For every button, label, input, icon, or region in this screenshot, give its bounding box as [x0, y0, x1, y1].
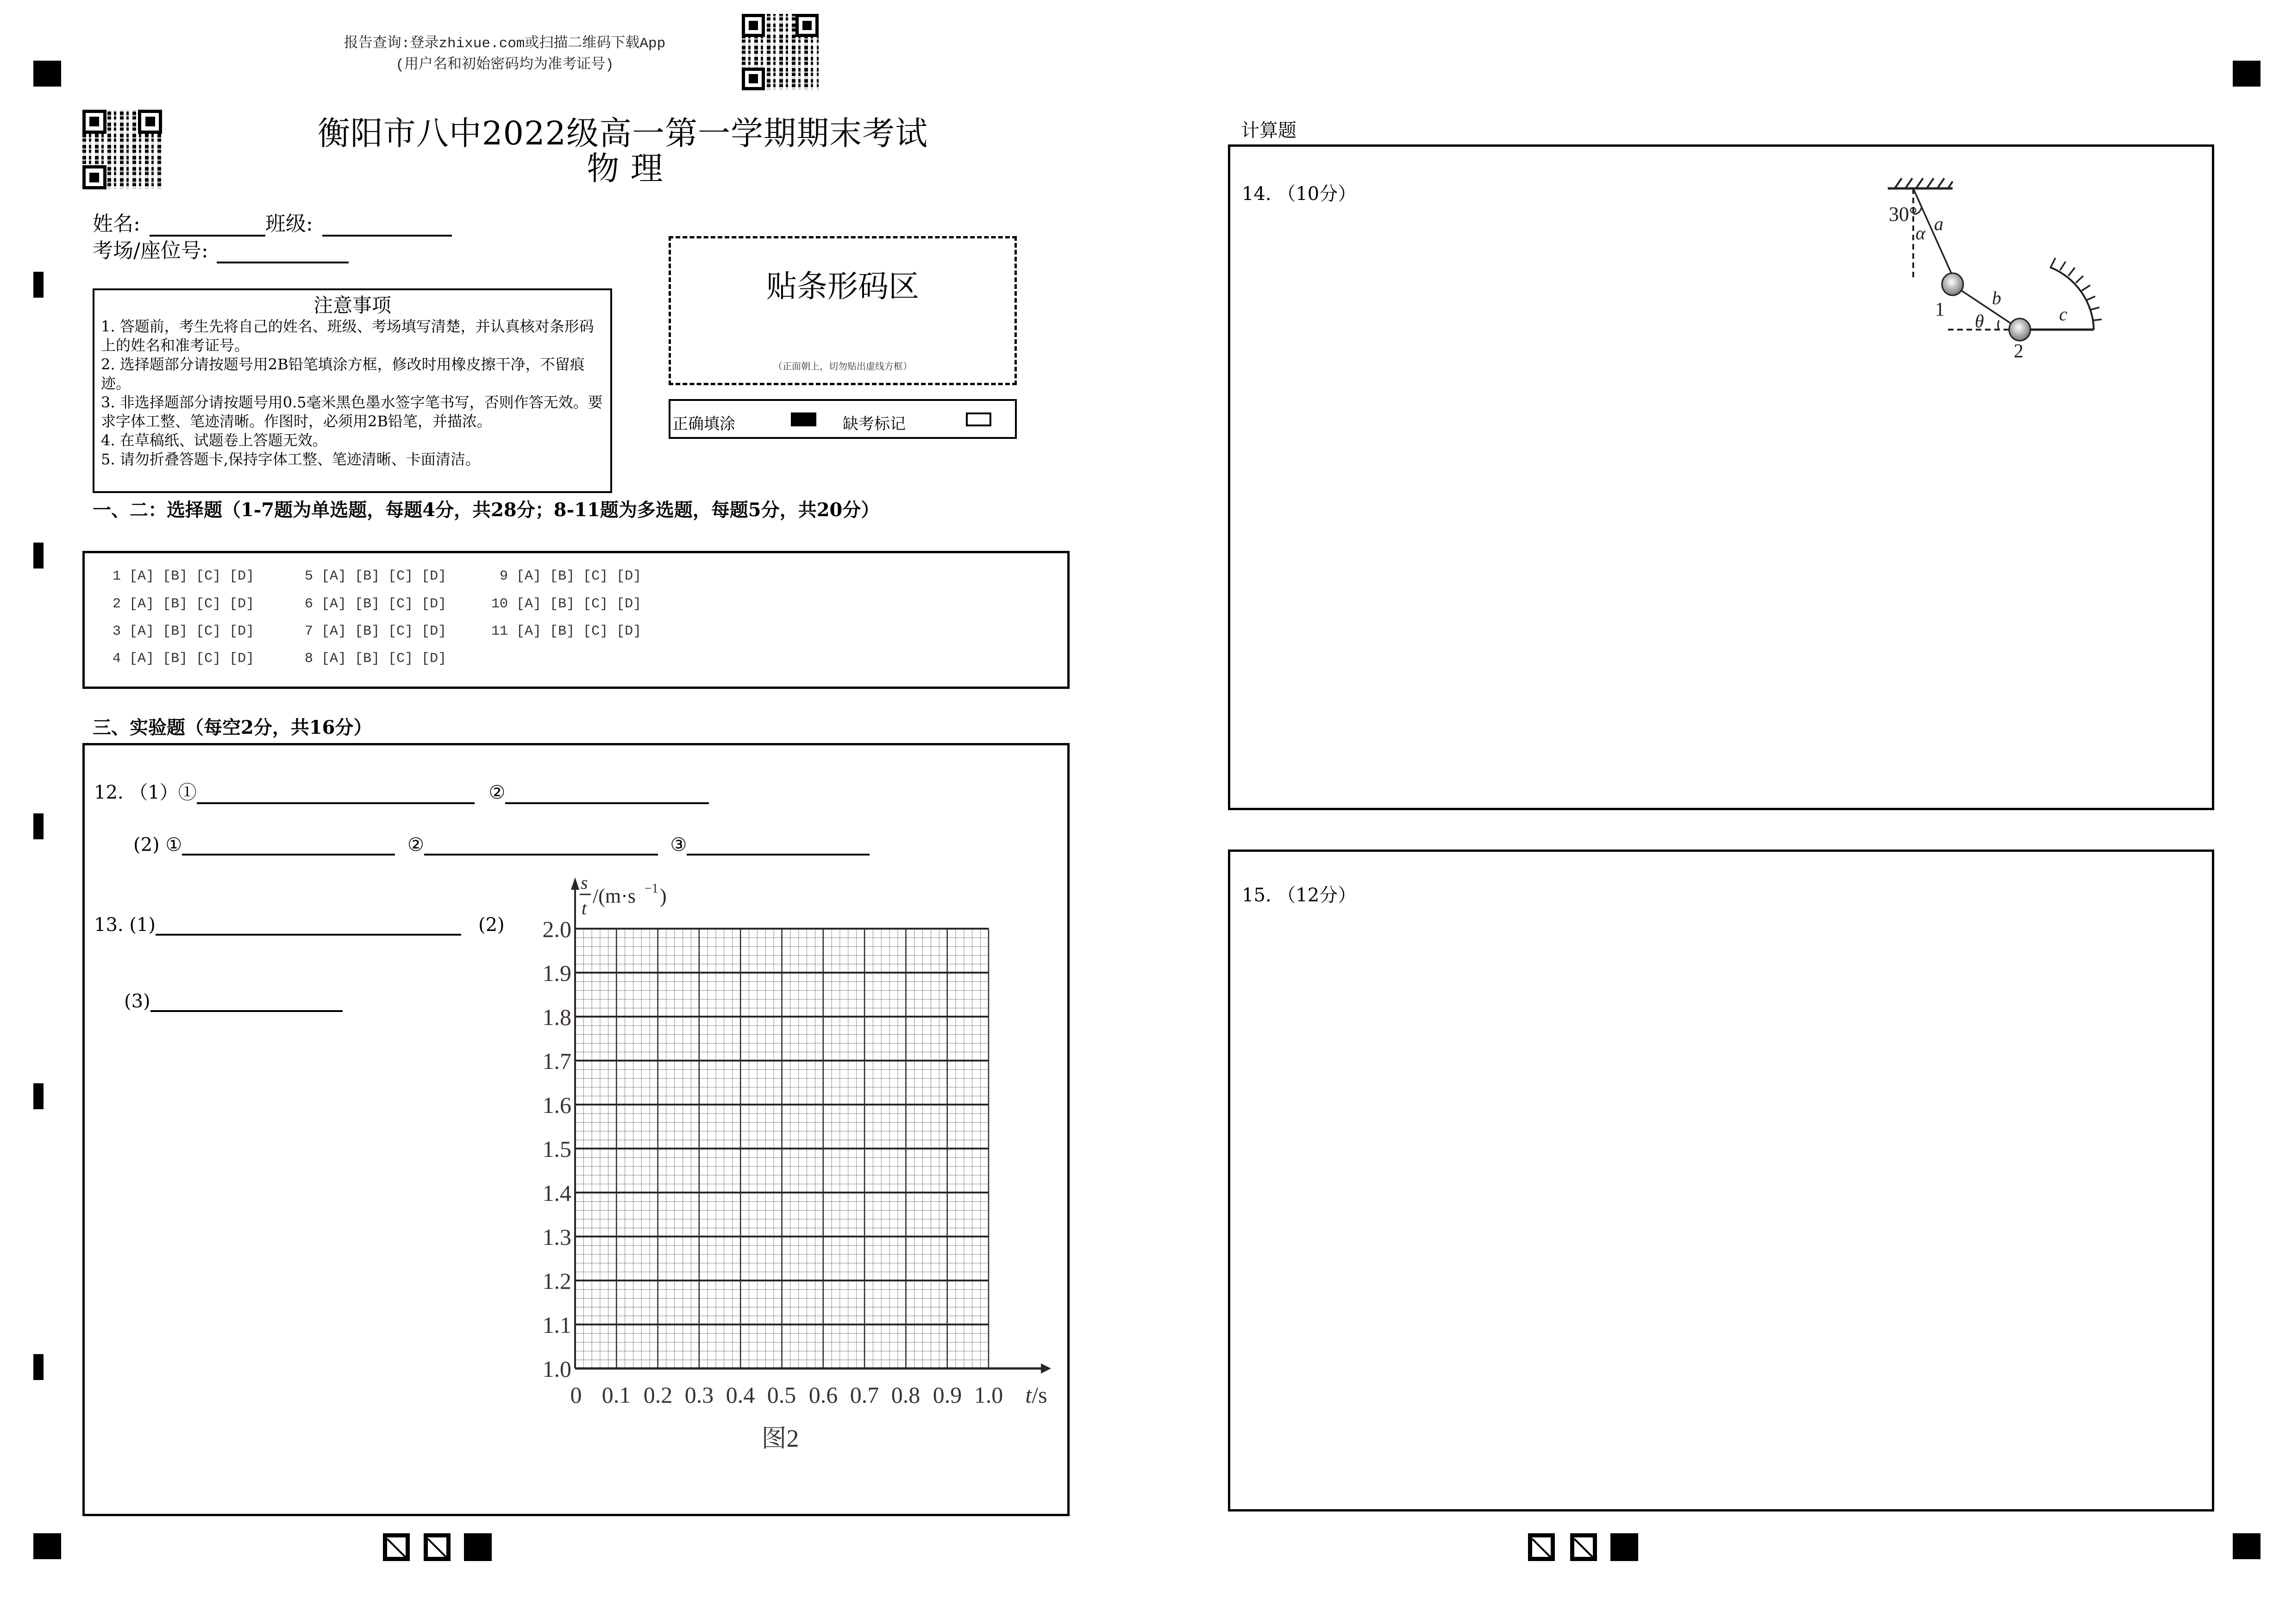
graph-svg [523, 870, 1070, 1472]
q12-2-blank-3[interactable] [687, 837, 870, 856]
section-choice-header: 一、二：选择题（1-7题为单选题，每题4分，共28分；8-11题为多选题，每题5分，共20分） [93, 499, 880, 521]
corner-marker-top-left [33, 61, 61, 87]
choice-row-q6[interactable]: 6 [A] [B] [C] [D] [305, 596, 447, 612]
q13-part2-label: (2) [478, 914, 505, 936]
q13-part3-label: (3) [124, 991, 150, 1012]
choice-row-q1[interactable]: 1 [A] [B] [C] [D] [113, 568, 255, 584]
string-c-label: c [2059, 304, 2067, 325]
notice-item: 5. 请勿折叠答题卡,保持字体工整、笔迹清晰、卡面清洁。 [101, 450, 480, 468]
notice-item: 2. 选择题部分请按题号用2B铅笔填涂方框，修改时用橡皮擦干净，不留痕迹。 [101, 356, 585, 392]
q12-2-mark-3: ③ [670, 834, 687, 856]
q14-label: 14. （10分） [1242, 183, 1357, 205]
svg-text:0.4: 0.4 [726, 1382, 755, 1408]
q13-part1-label: 13. (1) [94, 914, 156, 936]
svg-text:1.8: 1.8 [542, 1004, 571, 1030]
seat-row [93, 234, 349, 263]
choice-row-q3[interactable]: 3 [A] [B] [C] [D] [113, 624, 255, 639]
q12-2-blank-2[interactable] [424, 837, 658, 856]
name-row [93, 207, 452, 237]
q13-3-blank[interactable] [150, 993, 343, 1012]
notice-item: 3. 非选择题部分请按题号用0.5毫米黑色墨水签字笔书写，否则作答无效。要求字体工整、笔迹清晰。作图时，必须用2B铅笔，并描浓。 [101, 394, 603, 430]
alpha-label: α [1916, 223, 1925, 244]
timing-mark [33, 543, 44, 568]
timing-mark [33, 813, 44, 839]
absent-mark-checkbox[interactable] [966, 412, 991, 426]
ball-2-icon [2009, 319, 2030, 341]
svg-text:t/s: t/s [1025, 1382, 1047, 1408]
corner-marker-bottom-right [2233, 1533, 2261, 1559]
fill-legend [669, 399, 1017, 439]
graph-figure [523, 870, 1070, 1472]
svg-text:): ) [660, 885, 667, 907]
svg-text:0.1: 0.1 [601, 1382, 631, 1408]
ball-1-label: 1 [1935, 299, 1945, 320]
q12-part2-label: (2) ① [133, 834, 182, 856]
choice-row-q2[interactable]: 2 [A] [B] [C] [D] [113, 596, 255, 612]
page-marker-slashed [424, 1533, 451, 1561]
notice-title: 注意事项 [313, 294, 391, 317]
q13-part1-row [94, 914, 461, 936]
svg-text:/(m·s: /(m·s [593, 885, 636, 907]
q13-part3-row [124, 991, 343, 1012]
svg-text:0.9: 0.9 [933, 1382, 962, 1408]
corner-marker-bottom-left [33, 1533, 61, 1559]
q14-answer-box[interactable] [1228, 144, 2214, 810]
svg-text:0.8: 0.8 [891, 1382, 921, 1408]
svg-text:s: s [581, 872, 588, 893]
report-line-1: 报告查询:登录zhixue.com或扫描二维码下载App [344, 36, 666, 52]
q12-1-mark-2: ② [488, 782, 506, 803]
string-a-label: a [1934, 213, 1943, 234]
svg-text:1.1: 1.1 [542, 1312, 571, 1338]
figure-caption: 图2 [761, 1424, 799, 1452]
subject-title: 物 理 [587, 150, 664, 187]
choice-row-q11[interactable]: 11 [A] [B] [C] [D] [491, 624, 642, 639]
notice-item: 4. 在草稿纸、试题卷上答题无效。 [101, 431, 327, 449]
svg-text:1.4: 1.4 [542, 1180, 571, 1206]
barcode-hint: （正面朝上，切勿贴出虚线方框） [773, 361, 912, 372]
name-label: 姓名: [93, 212, 140, 236]
svg-text:1.2: 1.2 [542, 1268, 571, 1294]
qr-code-icon [742, 14, 819, 90]
ball-2-label: 2 [2014, 341, 2023, 362]
class-label: 班级: [265, 212, 313, 236]
notice-box [93, 288, 612, 493]
x-axis-arrow-icon [1041, 1363, 1051, 1374]
svg-text:0.7: 0.7 [850, 1382, 879, 1408]
report-info [296, 33, 713, 76]
svg-text:0.2: 0.2 [643, 1382, 673, 1408]
choice-row-q4[interactable]: 4 [A] [B] [C] [D] [113, 651, 255, 667]
barcode-area [669, 236, 1017, 385]
svg-text:0.5: 0.5 [767, 1382, 796, 1408]
svg-text:1.7: 1.7 [542, 1048, 571, 1074]
choice-answer-box [82, 551, 1070, 689]
choice-row-q5[interactable]: 5 [A] [B] [C] [D] [305, 568, 447, 584]
barcode-title: 贴条形码区 [766, 269, 919, 304]
q12-part1-row [94, 778, 709, 804]
svg-text:t: t [582, 898, 587, 918]
page-marker-filled [464, 1533, 492, 1561]
choice-row-q7[interactable]: 7 [A] [B] [C] [D] [305, 624, 447, 639]
svg-text:1.0: 1.0 [542, 1356, 571, 1382]
choice-row-q9[interactable]: 9 [A] [B] [C] [D] [500, 568, 642, 584]
q12-2-mark-2: ② [407, 834, 424, 856]
string-b-label: b [1992, 287, 2001, 308]
q12-part2-row [133, 834, 870, 856]
svg-text:0: 0 [570, 1382, 582, 1408]
svg-text:0.3: 0.3 [684, 1382, 714, 1408]
notice-item: 1. 答题前，考生先将自己的姓名、班级、考场填写清楚，并认真核对条形码上的姓名和准考证号。 [101, 318, 594, 354]
svg-text:1.0: 1.0 [974, 1382, 1003, 1408]
svg-text:1.5: 1.5 [542, 1136, 571, 1162]
theta-label: θ [1975, 311, 1984, 331]
timing-mark [33, 272, 44, 298]
svg-text:1.3: 1.3 [542, 1224, 571, 1250]
q13-1-blank[interactable] [156, 917, 461, 936]
q12-1-blank-1[interactable] [197, 786, 475, 804]
correct-fill-label: 正确填涂 [672, 415, 735, 433]
q15-label: 15. （12分） [1242, 885, 1357, 906]
seat-label: 考场/座位号: [93, 239, 208, 262]
choice-row-q8[interactable]: 8 [A] [B] [C] [D] [305, 651, 447, 667]
q15-answer-box[interactable] [1228, 849, 2214, 1512]
qr-code-icon [82, 110, 162, 189]
seat-field[interactable] [217, 243, 349, 263]
angle-30-label: 30° [1889, 203, 1917, 225]
q12-1-blank-2[interactable] [505, 786, 709, 804]
absent-mark-label: 缺考标记 [843, 415, 906, 433]
svg-text:−1: −1 [645, 881, 658, 896]
timing-mark [33, 1354, 44, 1380]
q14-pendulum-diagram [1869, 163, 2198, 367]
svg-text:1.6: 1.6 [542, 1092, 571, 1118]
ball-1-icon [1942, 273, 1963, 295]
notice-list [101, 317, 604, 469]
svg-text:0.6: 0.6 [808, 1382, 838, 1408]
svg-text:1.9: 1.9 [542, 960, 571, 986]
page-marker-slashed [383, 1533, 410, 1561]
choice-row-q10[interactable]: 10 [A] [B] [C] [D] [491, 596, 642, 612]
svg-text:2.0: 2.0 [542, 916, 571, 942]
exam-title: 衡阳市八中2022级高一第一学期期末考试 [317, 114, 928, 152]
page-marker-slashed [1528, 1533, 1555, 1561]
corner-marker-top-right [2233, 61, 2261, 87]
correct-fill-sample-icon [791, 412, 816, 426]
page-marker-slashed [1570, 1533, 1597, 1561]
q12-part1-label: 12. （1）① [94, 782, 197, 803]
report-line-2: (用户名和初始密码均为准考证号) [395, 57, 614, 73]
section-calc-header: 计算题 [1241, 120, 1296, 141]
y-axis-arrow-icon [571, 877, 579, 890]
section-experiment-header: 三、实验题（每空2分，共16分） [93, 717, 372, 738]
timing-mark [33, 1083, 44, 1109]
q12-2-blank-1[interactable] [182, 837, 395, 856]
page-marker-filled [1610, 1533, 1638, 1561]
